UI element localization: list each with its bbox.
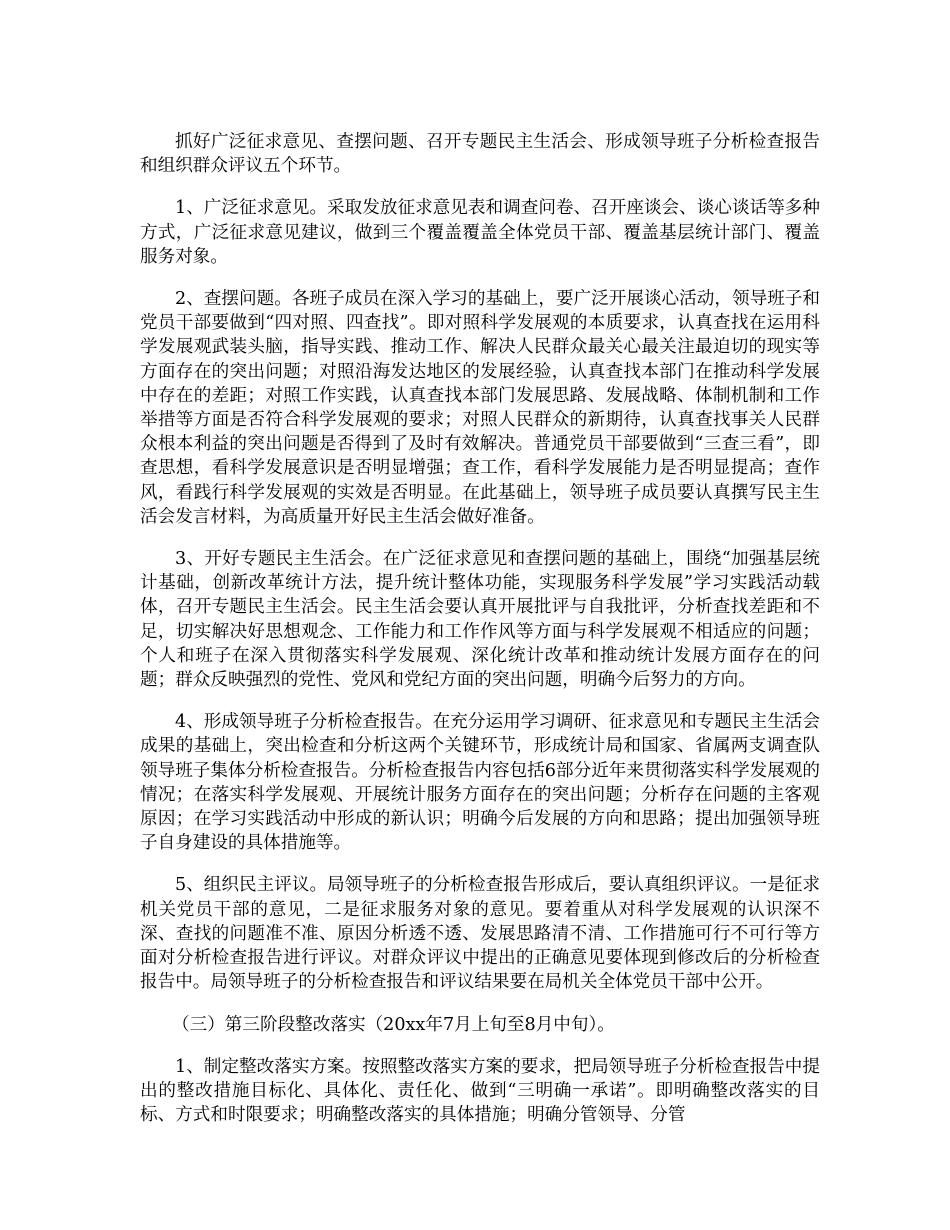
paragraph-solicit-opinions: 1、广泛征求意见。采取发放征求意见表和调查问卷、召开座谈会、谈心谈话等多种方式，广泛征求意见建议，做到三个覆盖覆盖全体党员干部、覆盖基层统计部门、覆盖服务对象。 bbox=[140, 198, 820, 267]
paragraph-analysis-report: 4、形成领导班子分析检查报告。在充分运用学习调研、征求意见和专题民主生活会成果的基础上，突出检查和分析这两个关键环节，形成统计局和国家、省属两支调查队领导班子集体分析检查报告。分析检查报告内容包括6部分近年来贯彻落实科学发展观的情况；在落实科学发展观、开展统计服务方面存在的突出问题；分析存在问题的主客观原因；在学习实践活动中形成的新认识；明确今后发展的方向和思路；提出加强领导班子自身建设的具体措施等。 bbox=[140, 712, 820, 854]
paragraph-stage-intro: 抓好广泛征求意见、查摆问题、召开专题民主生活会、形成领导班子分析检查报告和组织群众评议五个环节。 bbox=[140, 132, 820, 177]
paragraph-democratic-appraisal: 5、组织民主评议。局领导班子的分析检查报告形成后，要认真组织评议。一是征求机关党员干部的意见，二是征求服务对象的意见。要着重从对科学发展观的认识深不深、查找的问题准不准、原因分析透不透、发展思路清不清、工作措施可行不可行等方面对分析检查报告进行评议。对群众评议中提出的正确意见要体现到修改后的分析检查报告中。局领导班子的分析检查报告和评议结果要在局机关全体党员干部中公开。 bbox=[140, 875, 820, 993]
section-heading-stage-three: （三）第三阶段整改落实（20xx年7月上旬至8月中旬）。 bbox=[172, 1014, 615, 1035]
paragraph-rectification-plan: 1、制定整改落实方案。按照整改落实方案的要求，把局领导班子分析检查报告中提出的整改措施目标化、具体化、责任化、做到“三明确一承诺”。即明确整改落实的目标、方式和时限要求；明确整改落实的具体措施；明确分管领导、分管 bbox=[140, 1056, 820, 1126]
paragraph-democratic-meeting: 3、开好专题民主生活会。在广泛征求意见和查摆问题的基础上，围绕“加强基层统计基础，创新改革统计方法，提升统计整体功能，实现服务科学发展”学习实践活动载体，召开专题民主生活会。民主生活会要认真开展批评与自我批评，分析查找差距和不足，切实解决好思想观念、工作能力和工作作风等方面与科学发展观不相适应的问题；个人和班子在深入贯彻落实科学发展观、深化统计改革和推动统计发展方面存在的问题；群众反映强烈的党性、党风和党纪方面的突出问题，明确今后努力的方向。 bbox=[140, 549, 820, 691]
paragraph-identify-problems: 2、查摆问题。各班子成员在深入学习的基础上，要广泛开展谈心活动，领导班子和党员干部要做到“四对照、四查找”。即对照科学发展观的本质要求，认真查找在运用科学发展观武装头脑，指导实践、推动工作、解决人民群众最关心最关注最迫切的现实等方面存在的突出问题；对照沿海发达地区的发展经验，认真查找本部门在推动科学发展中存在的差距；对照工作实践，认真查找本部门发展思路、发展战略、体制机制和工作举措等方面是否符合科学发展观的要求；对照人民群众的新期待，认真查找事关人民群众根本利益的突出问题是否得到了及时有效解决。普通党员干部要做到“三查三看”，即查思想，看科学发展意识是否明显增强；查工作，看科学发展能力是否明显提高；查作风，看践行科学发展观的实效是否明显。在此基础上，领导班子成员要认真撰写民主生活会发言材料，为高质量开好民主生活会做好准备。 bbox=[140, 289, 820, 527]
document-body bbox=[140, 130, 820, 1145]
